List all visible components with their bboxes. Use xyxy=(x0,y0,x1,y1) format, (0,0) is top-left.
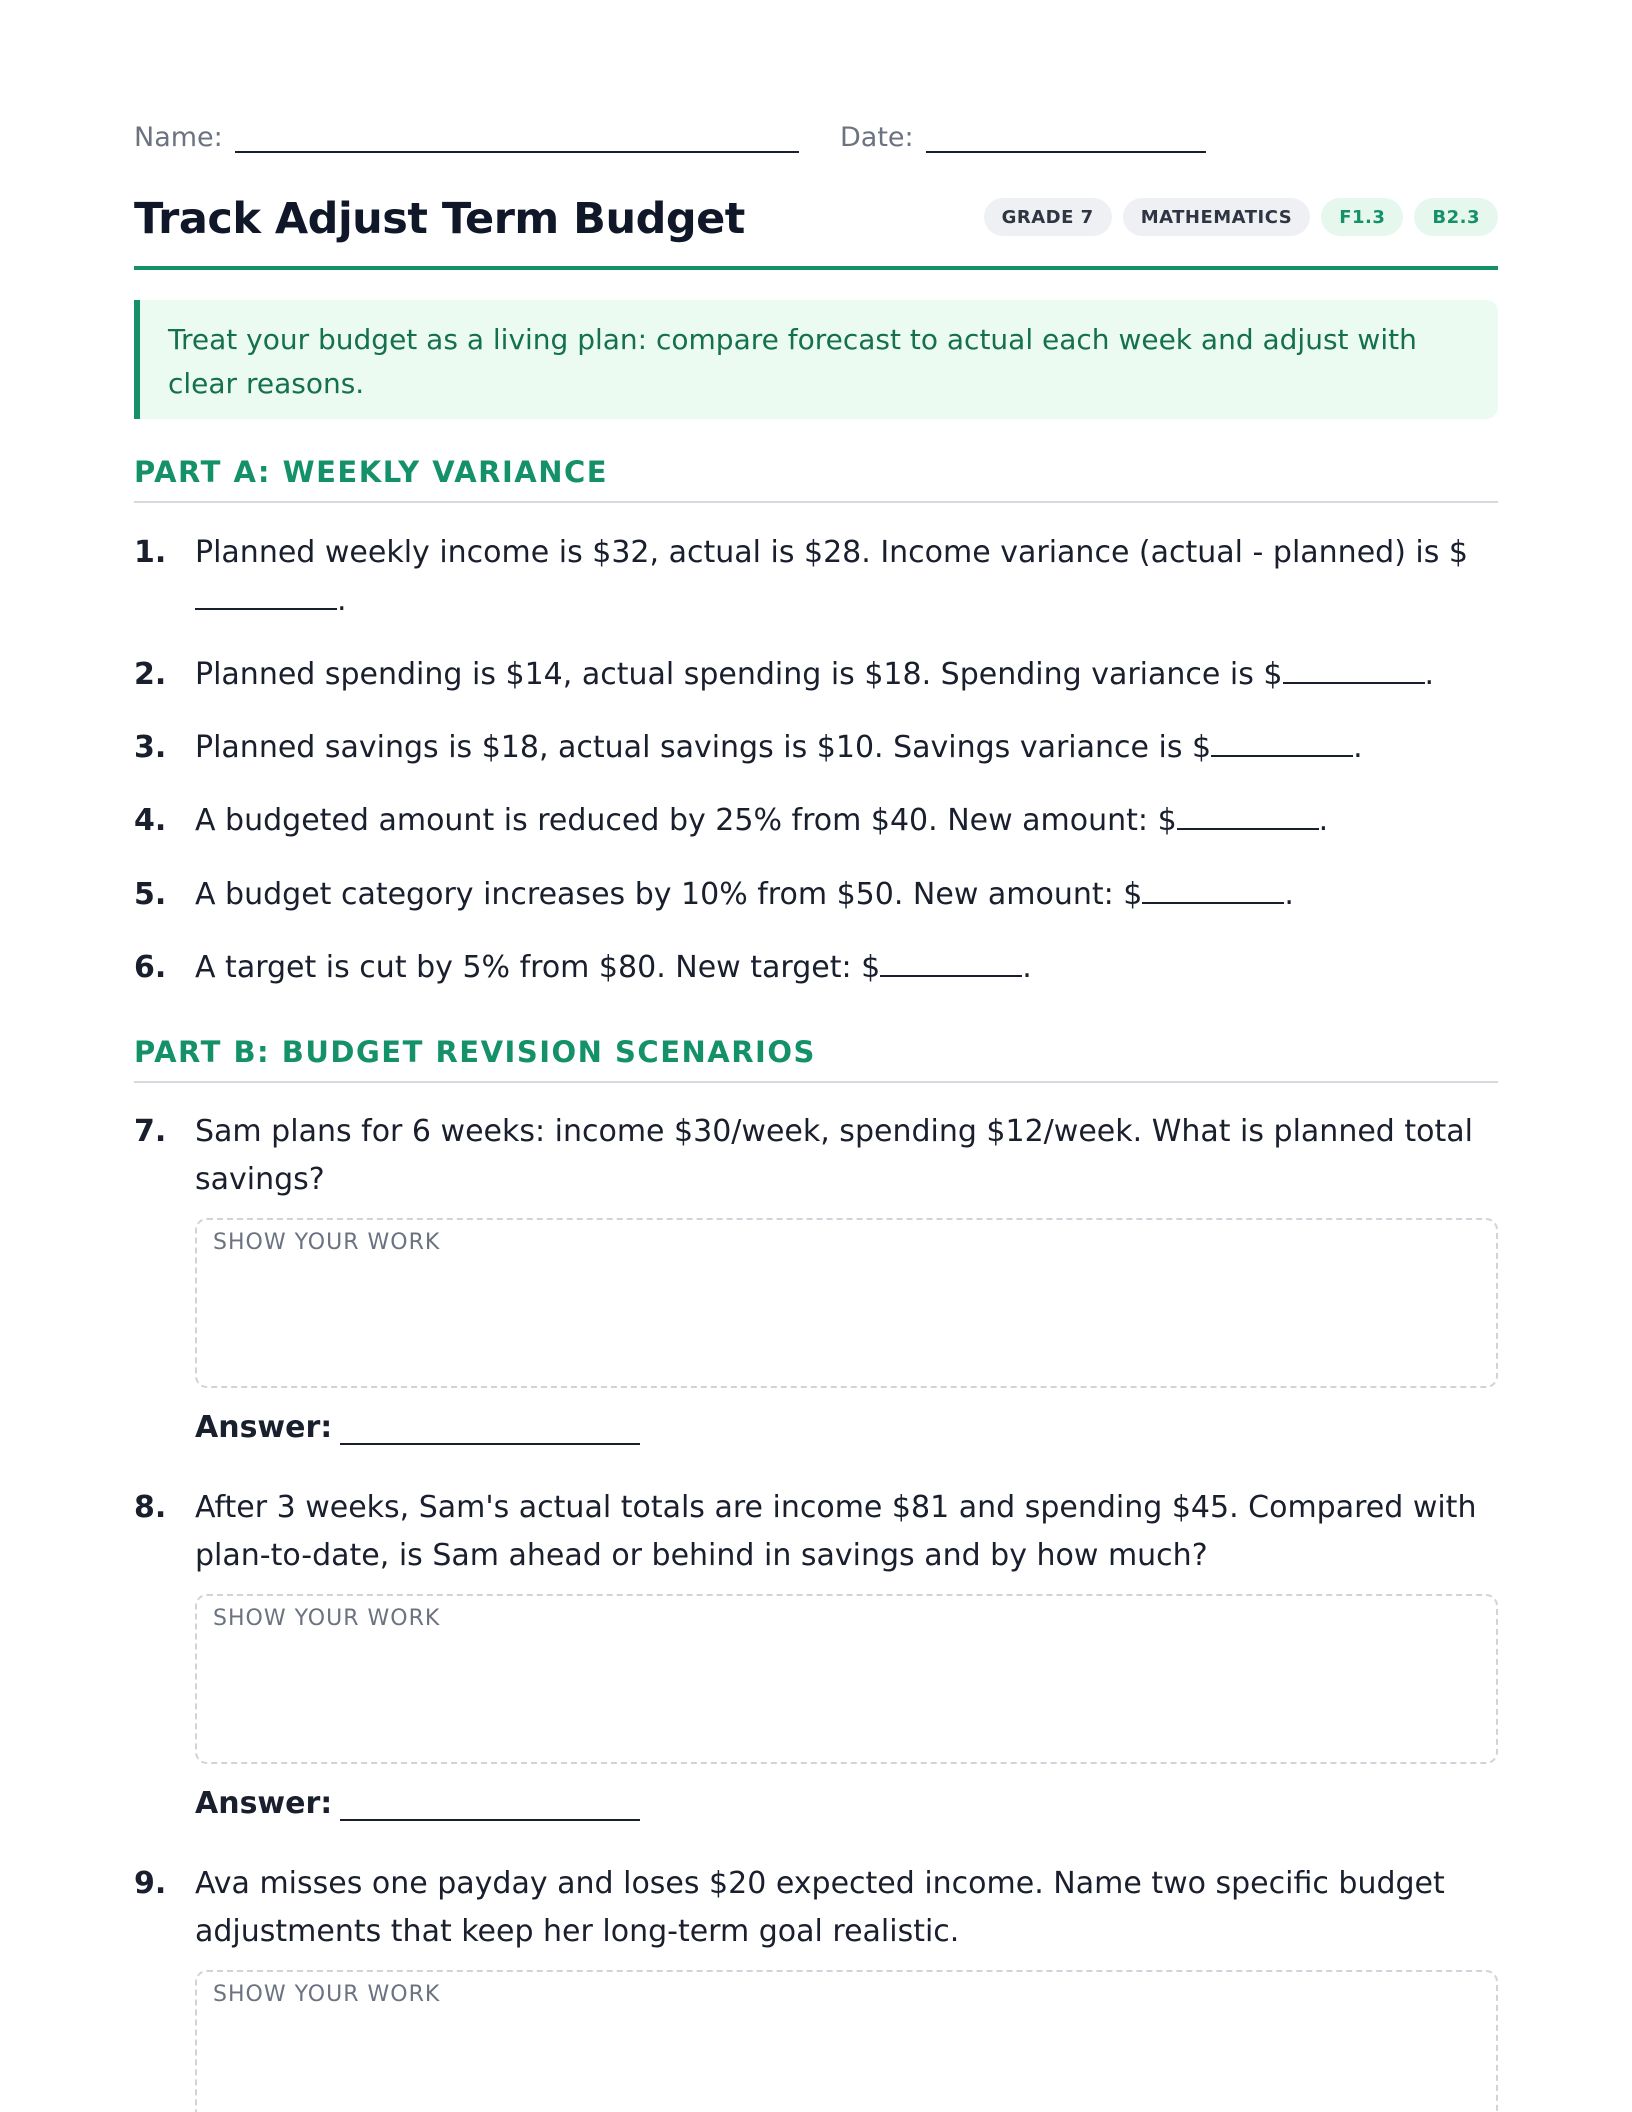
answer-blank[interactable] xyxy=(1283,654,1425,684)
question-number: 9. xyxy=(134,1866,167,1901)
name-field[interactable] xyxy=(134,122,799,153)
name-line[interactable] xyxy=(235,125,799,153)
date-field[interactable] xyxy=(840,122,1206,153)
answer-blank[interactable] xyxy=(1142,874,1284,904)
tag-subject: MATHEMATICS xyxy=(1123,198,1311,236)
question-text: Planned weekly income is $32, actual is $28. Income variance (actual - planned) is $ xyxy=(195,535,1469,570)
question-number: 7. xyxy=(134,1114,167,1149)
answer-blank[interactable] xyxy=(195,580,337,610)
question-5: 5. A budget category increases by 10% from $50. New amount: $ . xyxy=(134,871,1498,919)
question-7 xyxy=(134,1108,1498,1204)
tag-standard-f: F1.3 xyxy=(1321,198,1403,236)
question-number: 1. xyxy=(134,535,167,570)
work-box-label: SHOW YOUR WORK xyxy=(213,1982,441,2007)
tag-standard-b: B2.3 xyxy=(1414,198,1498,236)
question-text: Planned spending is $14, actual spending is $18. Spending variance is $ xyxy=(195,657,1283,692)
work-box-label: SHOW YOUR WORK xyxy=(213,1606,441,1631)
part-a-heading: PART A: WEEKLY VARIANCE xyxy=(134,455,1498,503)
work-box[interactable] xyxy=(195,1970,1498,2112)
question-text: Planned savings is $18, actual savings is $10. Savings variance is $ xyxy=(195,730,1212,765)
answer-blank[interactable] xyxy=(880,947,1022,977)
question-text: Sam plans for 6 weeks: income $30/week, spending $12/week. What is planned total savings? xyxy=(195,1114,1473,1197)
answer-blank[interactable] xyxy=(1177,800,1319,830)
question-2: 2. Planned spending is $14, actual spending is $18. Spending variance is $ . xyxy=(134,651,1498,699)
student-info-row xyxy=(134,122,1498,156)
question-6: 6. A target is cut by 5% from $80. New target: $ . xyxy=(134,944,1498,992)
question-text: A budget category increases by 10% from $50. New amount: $ xyxy=(195,877,1143,912)
question-number: 6. xyxy=(134,950,167,985)
question-text: A budgeted amount is reduced by 25% from $40. New amount: $ xyxy=(195,803,1177,838)
question-8 xyxy=(134,1484,1498,1580)
work-box-label: SHOW YOUR WORK xyxy=(213,1230,441,1255)
answer-field[interactable] xyxy=(195,1410,640,1445)
question-text: Ava misses one payday and loses $20 expected income. Name two specific budget adjustments that keep her long-term goal realistic. xyxy=(195,1866,1445,1949)
work-box[interactable] xyxy=(195,1594,1498,1764)
date-label: Date: xyxy=(840,122,914,153)
date-line[interactable] xyxy=(926,125,1206,153)
question-1: 1. Planned weekly income is $32, actual is $28. Income variance (actual - planned) is $ . xyxy=(134,529,1498,625)
instruction-callout: Treat your budget as a living plan: compare forecast to actual each week and adjust with clear reasons. xyxy=(134,300,1498,419)
question-text: A target is cut by 5% from $80. New target: $ xyxy=(195,950,881,985)
tag-list xyxy=(984,198,1498,236)
question-number: 3. xyxy=(134,730,167,765)
question-4: 4. A budgeted amount is reduced by 25% from $40. New amount: $ . xyxy=(134,797,1498,845)
question-3: 3. Planned savings is $18, actual savings is $10. Savings variance is $ . xyxy=(134,724,1498,772)
question-number: 5. xyxy=(134,877,167,912)
question-text: After 3 weeks, Sam's actual totals are income $81 and spending $45. Compared with plan-to-date, is Sam ahead or behind in savings and by how much? xyxy=(195,1490,1477,1573)
question-9 xyxy=(134,1860,1498,1956)
answer-line[interactable] xyxy=(340,1791,640,1821)
question-number: 4. xyxy=(134,803,167,838)
answer-label: Answer: xyxy=(195,1410,333,1445)
part-b-heading: PART B: BUDGET REVISION SCENARIOS xyxy=(134,1035,1498,1083)
page-title: Track Adjust Term Budget xyxy=(134,194,745,244)
name-label: Name: xyxy=(134,122,223,153)
title-row xyxy=(134,190,1498,270)
work-box[interactable] xyxy=(195,1218,1498,1388)
answer-label: Answer: xyxy=(195,1786,333,1821)
question-number: 2. xyxy=(134,657,167,692)
tag-grade: GRADE 7 xyxy=(984,198,1112,236)
answer-field[interactable] xyxy=(195,1786,640,1821)
answer-line[interactable] xyxy=(340,1415,640,1445)
question-number: 8. xyxy=(134,1490,167,1525)
answer-blank[interactable] xyxy=(1211,727,1353,757)
